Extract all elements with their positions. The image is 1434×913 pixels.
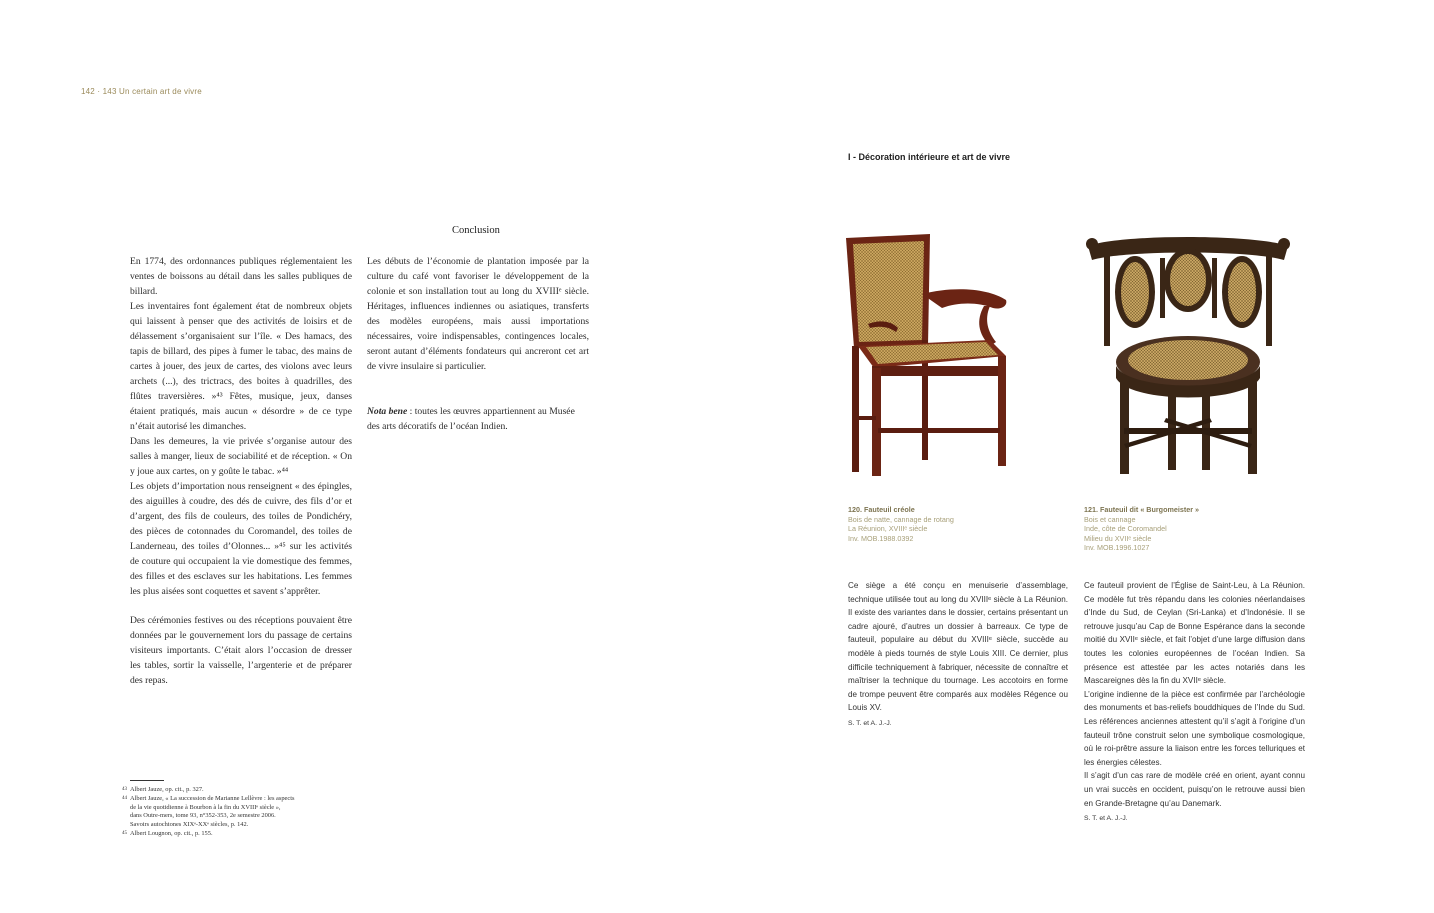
footnote-mark: 45 [122,830,127,836]
caption-line: Inv. MOB.1996.1027 [1084,543,1150,553]
caption-line: Bois de natte, cannage de rotang [848,514,954,524]
nota-bene [367,404,589,434]
nota-bene-label: Nota bene [367,406,408,417]
caption-line: Bois et cannage [1084,514,1136,524]
paragraph: Ce fauteuil provient de l’Église de Saint-Leu, à La Réunion. Ce modèle fut très répandu dans les colonies néerlandaises d’Inde du Sud, de Ceylan (Sri-Lanka) et d’Indonésie. Il se retrouve jusqu’au Cap de Bonne Espérance dans la seconde moitié du XVIIᵉ siècle, et fait l’objet d’une large diffusion dans toutes les colonies européennes de l’océan Indien. Sa présence est attestée par les actes notariés dans les Mascareignes dès la fin du XVIIᵉ siècle. [1084,581,1305,686]
footnote-line: Savoirs autochtones XIXᵉ-XXᵉ siècles, p. 142. [130,821,249,829]
description-120 [848,579,1068,731]
footnote [122,786,382,795]
caption-121 [1084,505,1284,553]
footnote-line: Albert Lougnon, op. cit., p. 155. [130,829,213,837]
caption-line: Inv. MOB.1988.0392 [848,533,914,543]
paragraph: L’origine indienne de la pièce est confirmée par l’archéologie des monuments et bas-reliefs bouddhiques de l’Inde du Sud. Les références anciennes attestent qu’il s’agit à l’origine d’un fauteuil trône construit selon une symbolique cosmologique, où le roi-prêtre assure la liaison entre les forces telluriques et les énergies célestes. [1084,689,1305,767]
footnote-mark: 44 [122,795,127,801]
text-column-left [130,254,352,688]
caption-line: Milieu du XVIIᵉ siècle [1084,533,1152,543]
footnotes [122,786,382,839]
footnote-line: Albert Jauze, « La succession de Marianne Lellèvre : les aspects [130,794,295,802]
footnote [122,830,382,839]
footnote-line: dans Outre-mers, tome 93, n°352-353, 2e semestre 2006. [130,812,276,820]
creole-armchair-image [838,228,1018,478]
paragraph: Les débuts de l’économie de plantation imposée par la culture du café vont favoriser le développement de la colonie et son installation tout au long du XVIIIᵉ siècle. Héritages, influences indiennes ou asiatiques, transferts des modèles européens, mais aussi importations nécessaires, voire indispensables, contingences locales, seront autant d’éléments fondateurs qui ancreront cet art de vivre insulaire si particulier. [367,256,589,372]
paragraph: Des cérémonies festives ou des réceptions pouvaient être données par le gouvernement lors du passage de certains visiteurs importants. C’était alors l’occasion de dresser les tables, sortir la vaisselle, l’argenterie et de préparer des repas. [130,615,352,686]
conclusion-heading: Conclusion [452,225,500,236]
paragraph: En 1774, des ordonnances publiques réglementaient les ventes de boissons au détail dans les salles publiques de billard. [130,256,352,297]
paragraph: Les inventaires font également état de nombreux objets qui laissent à penser que des activités de loisirs et de délassement s’organisaient sur l’île. « Des hamacs, des tapis de billard, des pipes à fumer le tabac, des mains de cartes à jouer, des jeux de cartes, des violons avec leurs archets (...), des trictracs, des boites à quadrilles, des flûtes traversières. »⁴³ Fêtes, musique, jeux, danses étaient pratiqués, mais aucun « désordre » de ce type n’était autorisé les dimanches. [130,301,352,432]
footnote-rule [130,780,164,781]
footnote-line: Albert Jauze, op. cit., p. 327. [130,786,204,793]
section-title: I - Décoration intérieure et art de vivre [848,152,1011,162]
burgomeister-chair-image [1080,232,1295,477]
paragraph: Il s’agit d’un cas rare de modèle créé en orient, ayant connu un vrai succès en occident, puisqu’on le retrouve aussi bien en Grande-Bretagne qu’au Danemark. [1084,771,1305,808]
description-121 [1084,579,1305,826]
text-column-middle [367,254,589,434]
nota-bene-text: : toutes les œuvres appartiennent au Musée des arts décoratifs de l’océan Indien. [367,406,575,432]
author-signature: S. T. et A. J.-J. [848,719,892,727]
caption-title: 121. Fauteuil dit « Burgomeister » [1084,505,1200,514]
paragraph: Ce siège a été conçu en menuiserie d’assemblage, technique utilisée tout au long du XVIIIᵉ siècle à La Réunion. Il existe des variantes dans le dossier, certains présentant un cadre ajouré, d’autres un dossier à barreaux. Ce type de fauteuil, populaire au début du XVIIIᵉ siècle, succède au modèle à pieds tournés de style Louis XIII. Ce dernier, plus difficile techniquement à fabriquer, nécessite de connaître et maîtriser la technique du tournage. Les accotoirs en forme de trompe peuvent être comparés aux modèles Régence ou Louis XV. [848,581,1068,713]
footnote [122,795,382,830]
paragraph: Les objets d’importation nous renseignent « des épingles, des aiguilles à coudre, des dés de cuivre, des fils d’or et d’argent, des fils de couleurs, des toiles de Pondichéry, des pièces de cotonnades du Coromandel, des toiles de Landerneau, des toiles d’Olonnes... »⁴⁵ sur les activités de couture qui occupaient la vie domestique des femmes, des filles et des esclaves sur les habitations. Les femmes les plus aisées sont coquettes et savent s’apprêter. [130,481,352,597]
page-numbers: 142 · 143 [81,87,117,96]
caption-line: Inde, côte de Coromandel [1084,524,1167,534]
footnote-mark: 43 [122,787,127,792]
caption-line: La Réunion, XVIIIᵉ siècle [848,524,928,534]
author-signature: S. T. et A. J.-J. [1084,815,1128,823]
running-head-title: Un certain art de vivre [119,87,202,96]
paragraph: Dans les demeures, la vie privée s’organise autour des salles à manger, lieux de sociabilité et de réception. « On y joue aux cartes, on y goûte le tabac. »⁴⁴ [130,436,352,477]
running-head [81,87,202,96]
caption-120 [848,505,1048,543]
footnote-line: de la vie quotidienne à Bourbon à la fin du XVIIIᵉ siècle », [130,803,281,811]
caption-title: 120. Fauteuil créole [848,505,915,514]
